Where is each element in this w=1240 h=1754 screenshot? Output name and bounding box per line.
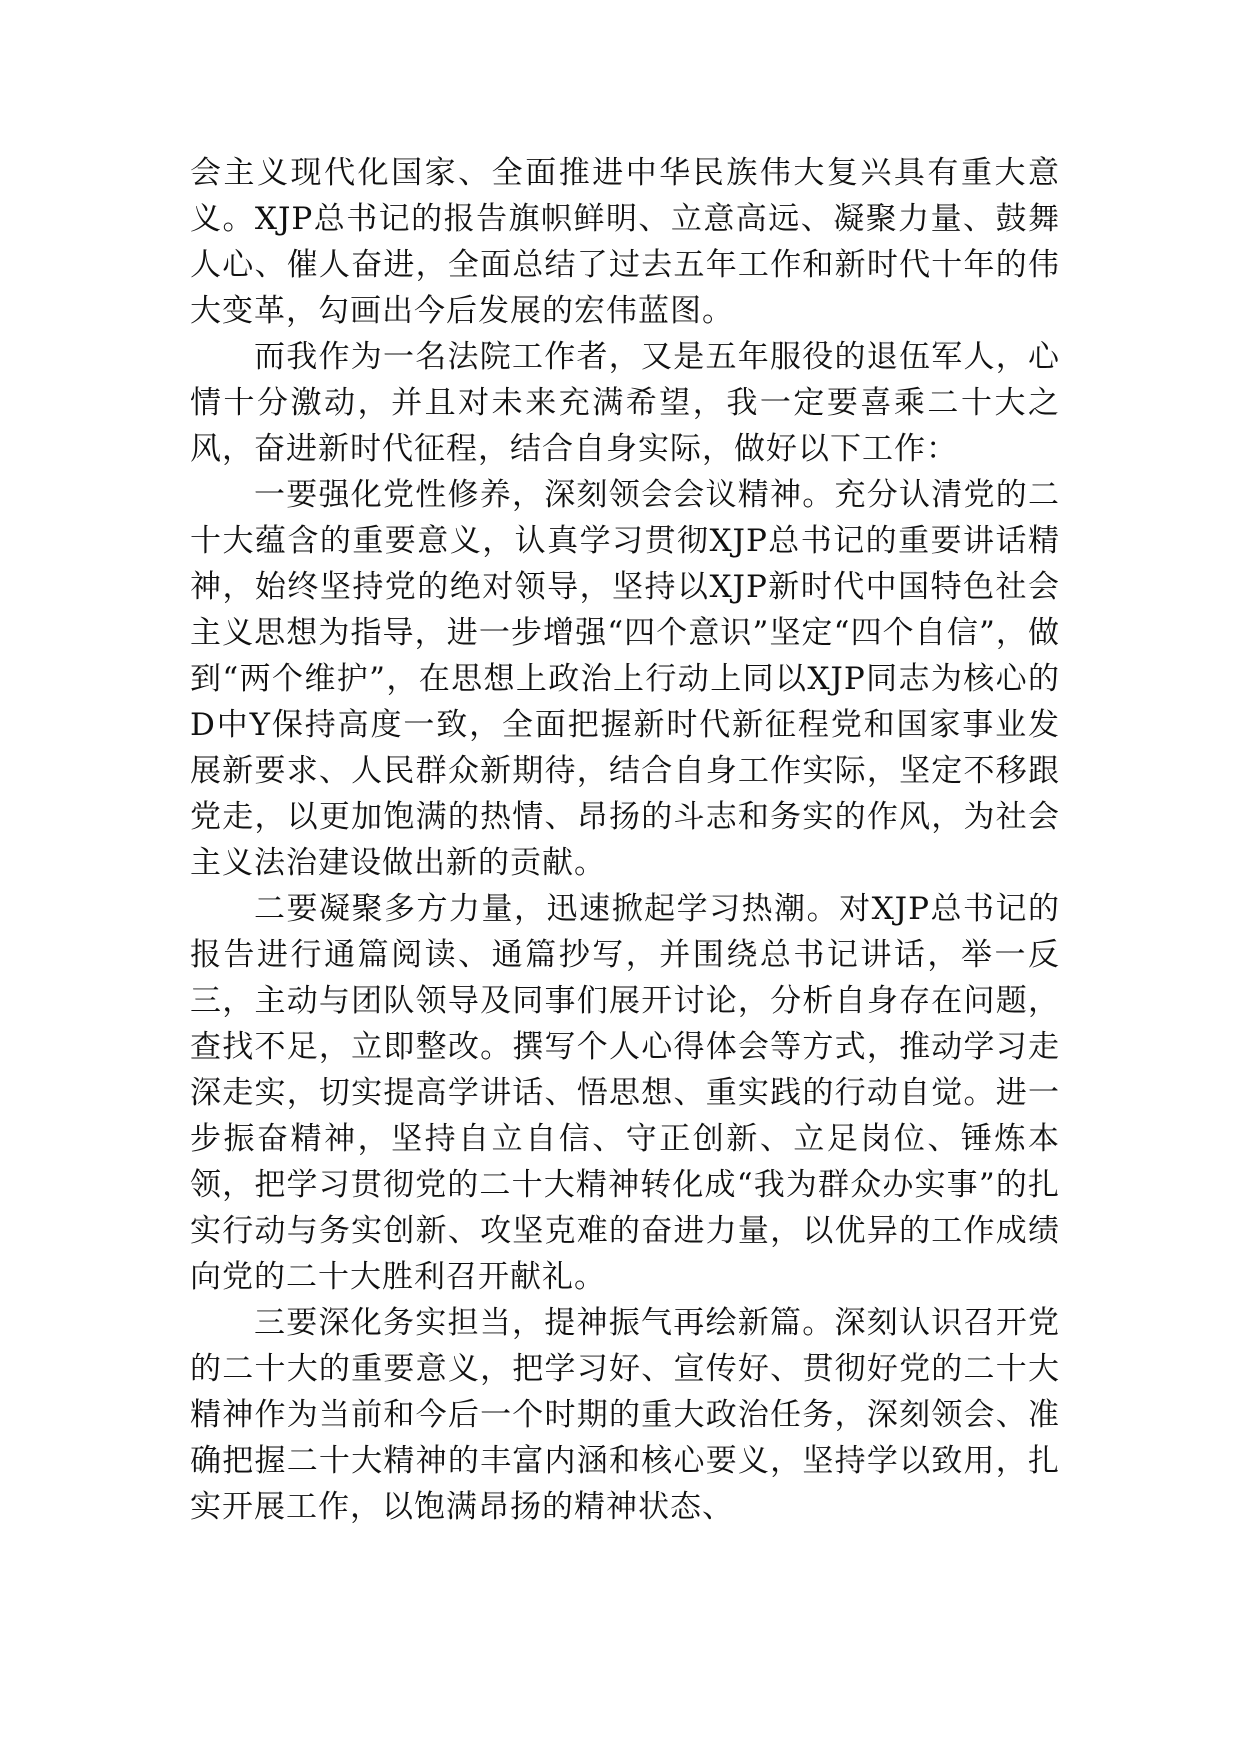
document-body: [190, 150, 1060, 1530]
paragraph-personal-statement: 而我作为一名法院工作者，又是五年服役的退伍军人，心情十分激动，并且对未来充满希望，我一定要喜乘二十大之风，奋进新时代征程，结合自身实际，做好以下工作：: [190, 339, 1060, 467]
paragraph-point-two: 二要凝聚多方力量，迅速掀起学习热潮。对XJP总书记的报告进行通篇阅读、通篇抄写，并围绕总书记讲话，举一反三，主动与团队领导及同事们展开讨论，分析自身存在问题，查找不足，立即整改。撰写个人心得体会等方式，推动学习走深走实，切实提高学讲话、悟思想、重实践的行动自觉。进一步振奋精神，坚持自立自信、守正创新、立足岗位、锤炼本领，把学习贯彻党的二十大精神转化成“我为群众办实事”的扎实行动与务实创新、攻坚克难的奋进力量，以优异的工作成绩向党的二十大胜利召开献礼。: [190, 891, 1060, 1295]
paragraph-point-one: 一要强化党性修养，深刻领会会议精神。充分认清党的二十大蕴含的重要意义，认真学习贯彻XJP总书记的重要讲话精神，始终坚持党的绝对领导，坚持以XJP新时代中国特色社会主义思想为指导，进一步增强“四个意识”坚定“四个自信”，做到“两个维护”，在思想上政治上行动上同以XJP同志为核心的D中Y保持高度一致，全面把握新时代新征程党和国家事业发展新要求、人民群众新期待，结合自身工作实际，坚定不移跟党走，以更加饱满的热情、昂扬的斗志和务实的作风，为社会主义法治建设做出新的贡献。: [190, 477, 1060, 881]
paragraph-intro-continuation: 会主义现代化国家、全面推进中华民族伟大复兴具有重大意义。XJP总书记的报告旗帜鲜明、立意高远、凝聚力量、鼓舞人心、催人奋进，全面总结了过去五年工作和新时代十年的伟大变革，勾画出今后发展的宏伟蓝图。: [190, 155, 1060, 329]
paragraph-point-three: 三要深化务实担当，提神振气再绘新篇。深刻认识召开党的二十大的重要意义，把学习好、宣传好、贯彻好党的二十大精神作为当前和今后一个时期的重大政治任务，深刻领会、准确把握二十大精神的丰富内涵和核心要义，坚持学以致用，扎实开展工作，以饱满昂扬的精神状态、: [190, 1305, 1060, 1525]
